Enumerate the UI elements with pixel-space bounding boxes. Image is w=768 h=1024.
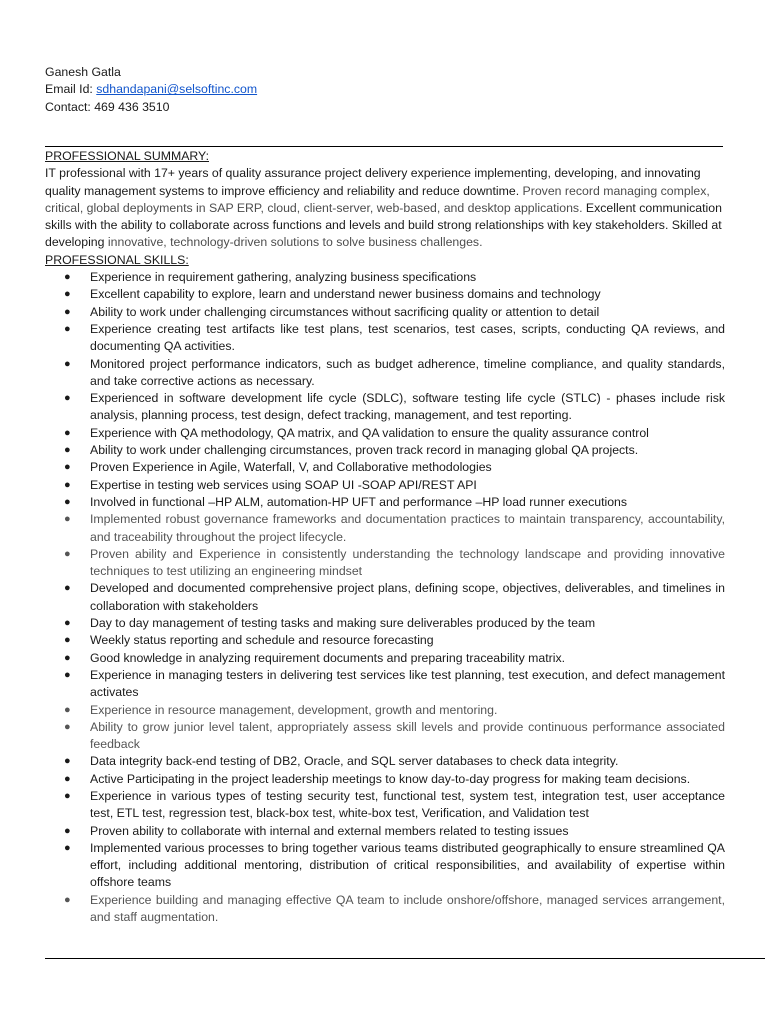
skill-text: Implemented robust governance frameworks and documentation practices to maintain transparency, accountability, and traceability throughout the project lifecycle.: [90, 512, 725, 544]
skill-text: Implemented various processes to bring together various teams distributed geographically to ensure streamlined QA effort, including additional mentoring, distribution of critical responsibilities, and availability of expertise within offshore teams: [90, 840, 725, 890]
skill-item: [45, 702, 725, 719]
skill-item: [45, 632, 725, 649]
skill-item: [45, 771, 725, 788]
bullet-icon: ●: [64, 720, 71, 733]
bullet-icon: ●: [64, 824, 71, 837]
summary-text-part1: IT professional with 17+ years of quality assurance project delivery experience implementing, developing, and innovating quality management systems to improve efficiency and reliability and reduce downtime.: [45, 166, 701, 198]
bullet-icon: ●: [64, 426, 71, 439]
skill-item: [45, 719, 725, 754]
bullet-icon: ●: [64, 461, 71, 474]
skills-list: [45, 269, 725, 926]
skill-text: Weekly status reporting and schedule and resource forecasting: [90, 633, 434, 648]
top-divider: [45, 146, 723, 147]
skill-item: [45, 442, 725, 459]
skill-text: Proven ability to collaborate with internal and external members related to testing issues: [90, 823, 569, 838]
skill-item: [45, 321, 725, 356]
summary-text-part2: Proven record managing complex, critical, global deployments in SAP ERP, cloud, client-server, web-based, and desktop applications.: [45, 183, 710, 215]
skill-text: Proven ability and Experience in consistently understanding the technology landscape and providing innovative techniques to test utilizing an engineering mindset: [90, 546, 725, 579]
skill-item: [45, 667, 725, 702]
phone-line: Contact: 469 436 3510: [45, 99, 170, 114]
bullet-icon: ●: [64, 893, 71, 906]
skill-item: [45, 425, 725, 442]
skill-item: [45, 546, 725, 581]
skill-text: Experience in resource management, development, growth and mentoring.: [90, 702, 498, 717]
skill-item: [45, 580, 725, 615]
bullet-icon: ●: [64, 478, 71, 491]
bullet-icon: ●: [64, 634, 71, 647]
email-link[interactable]: sdhandapani@selsoftinc.com: [96, 82, 258, 97]
skill-text: Good knowledge in analyzing requirement documents and preparing traceability matrix.: [90, 650, 566, 665]
bullet-icon: ●: [64, 755, 71, 768]
skill-text: Experienced in software development life cycle (SDLC), software testing life cycle (STLC) - phases include risk analysis, planning process, test design, defect tracking, management, and test reporting.: [90, 391, 725, 423]
skill-text: Experience creating test artifacts like test plans, test scenarios, test cases, scripts, conducting QA reviews, and documenting QA activities.: [90, 321, 725, 354]
bullet-icon: ●: [64, 357, 71, 370]
skill-item: [45, 494, 725, 511]
bullet-icon: ●: [64, 772, 71, 785]
skill-text: Active Participating in the project leadership meetings to know day-to-day progress for making team decisions.: [90, 771, 691, 786]
bullet-icon: ●: [64, 305, 71, 318]
skill-text: Experience in various types of testing security test, functional test, system test, integration test, user acceptance test, ETL test, regression test, black-box test, white-box test, Verification, and Validation test: [90, 788, 725, 821]
skill-text: Ability to work under challenging circumstances, proven track record in managing global QA projects.: [90, 443, 639, 458]
summary-text: [45, 165, 725, 251]
skill-item: [45, 459, 725, 476]
skill-text: Involved in functional –HP ALM, automation-HP UFT and performance –HP load runner executions: [90, 494, 628, 509]
bullet-icon: ●: [64, 547, 71, 560]
skill-text: Day to day management of testing tasks and making sure deliverables produced by the team: [90, 616, 596, 631]
skill-text: Ability to work under challenging circumstances without sacrificing quality or attention to detail: [90, 304, 600, 319]
professional-summary-section: [45, 148, 725, 926]
skill-text: Excellent capability to explore, learn and understand newer business domains and technology: [90, 287, 601, 302]
bullet-icon: ●: [64, 271, 71, 284]
bullet-icon: ●: [64, 495, 71, 508]
skill-item: [45, 823, 725, 840]
skill-text: Experience with QA methodology, QA matrix, and QA validation to ensure the quality assurance control: [90, 425, 649, 440]
skill-text: Developed and documented comprehensive project plans, defining scope, objectives, deliverables, and timelines in collaboration with stakeholders: [90, 581, 725, 613]
summary-heading: PROFESSIONAL SUMMARY:: [45, 149, 209, 163]
skill-item: [45, 390, 725, 425]
skill-text: Expertise in testing web services using SOAP UI -SOAP API/REST API: [90, 477, 477, 492]
skill-item: [45, 511, 725, 546]
contact-block: [45, 64, 725, 116]
bullet-icon: ●: [64, 444, 71, 457]
email-label: Email Id:: [45, 82, 97, 97]
bullet-icon: ●: [64, 703, 71, 716]
skill-item: [45, 615, 725, 632]
summary-text-part3: Excellent communication skills with the ability to collaborate across functions and levels and build strong relationships with key stakeholders. Skilled at developing: [45, 200, 722, 250]
skill-text: Ability to grow junior level talent, appropriately assess skill levels and provide continuous performance associated feedback: [90, 719, 725, 752]
bullet-icon: ●: [64, 651, 71, 664]
bullet-icon: ●: [64, 513, 71, 526]
skill-item: [45, 477, 725, 494]
skill-item: [45, 840, 725, 892]
skill-item: [45, 753, 725, 770]
skill-item: [45, 356, 725, 391]
bullet-icon: ●: [64, 617, 71, 630]
bullet-icon: ●: [64, 668, 71, 681]
summary-text-part4: innovative, technology-driven solutions to solve business challenges.: [107, 235, 483, 250]
bullet-icon: ●: [64, 841, 71, 854]
skill-text: Monitored project performance indicators, such as budget adherence, timeline compliance, and quality standards, and take corrective actions as necessary.: [90, 356, 725, 388]
bullet-icon: ●: [64, 288, 71, 301]
skill-item: [45, 650, 725, 667]
bullet-icon: ●: [64, 392, 71, 405]
skill-text: Experience in managing testers in delivering test services like test planning, test execution, and defect management activates: [90, 667, 725, 700]
bottom-divider: [45, 958, 765, 959]
bullet-icon: ●: [64, 322, 71, 335]
skill-text: Experience in requirement gathering, analyzing business specifications: [90, 270, 477, 285]
skill-text: Proven Experience in Agile, Waterfall, V, and Collaborative methodologies: [90, 460, 492, 475]
skill-text: Experience building and managing effective QA team to include onshore/offshore, managed services arrangement, and staff augmentation.: [90, 892, 725, 925]
skill-text: Data integrity back-end testing of DB2, Oracle, and SQL server databases to check data integrity.: [90, 754, 619, 769]
skill-item: [45, 269, 725, 286]
bullet-icon: ●: [64, 582, 71, 595]
bullet-icon: ●: [64, 789, 71, 802]
skill-item: [45, 286, 725, 303]
skill-item: [45, 304, 725, 321]
skill-item: [45, 788, 725, 823]
skill-item: [45, 892, 725, 927]
email-line: [45, 81, 725, 98]
candidate-name: Ganesh Gatla: [45, 65, 121, 79]
skills-heading: PROFESSIONAL SKILLS:: [45, 252, 189, 267]
